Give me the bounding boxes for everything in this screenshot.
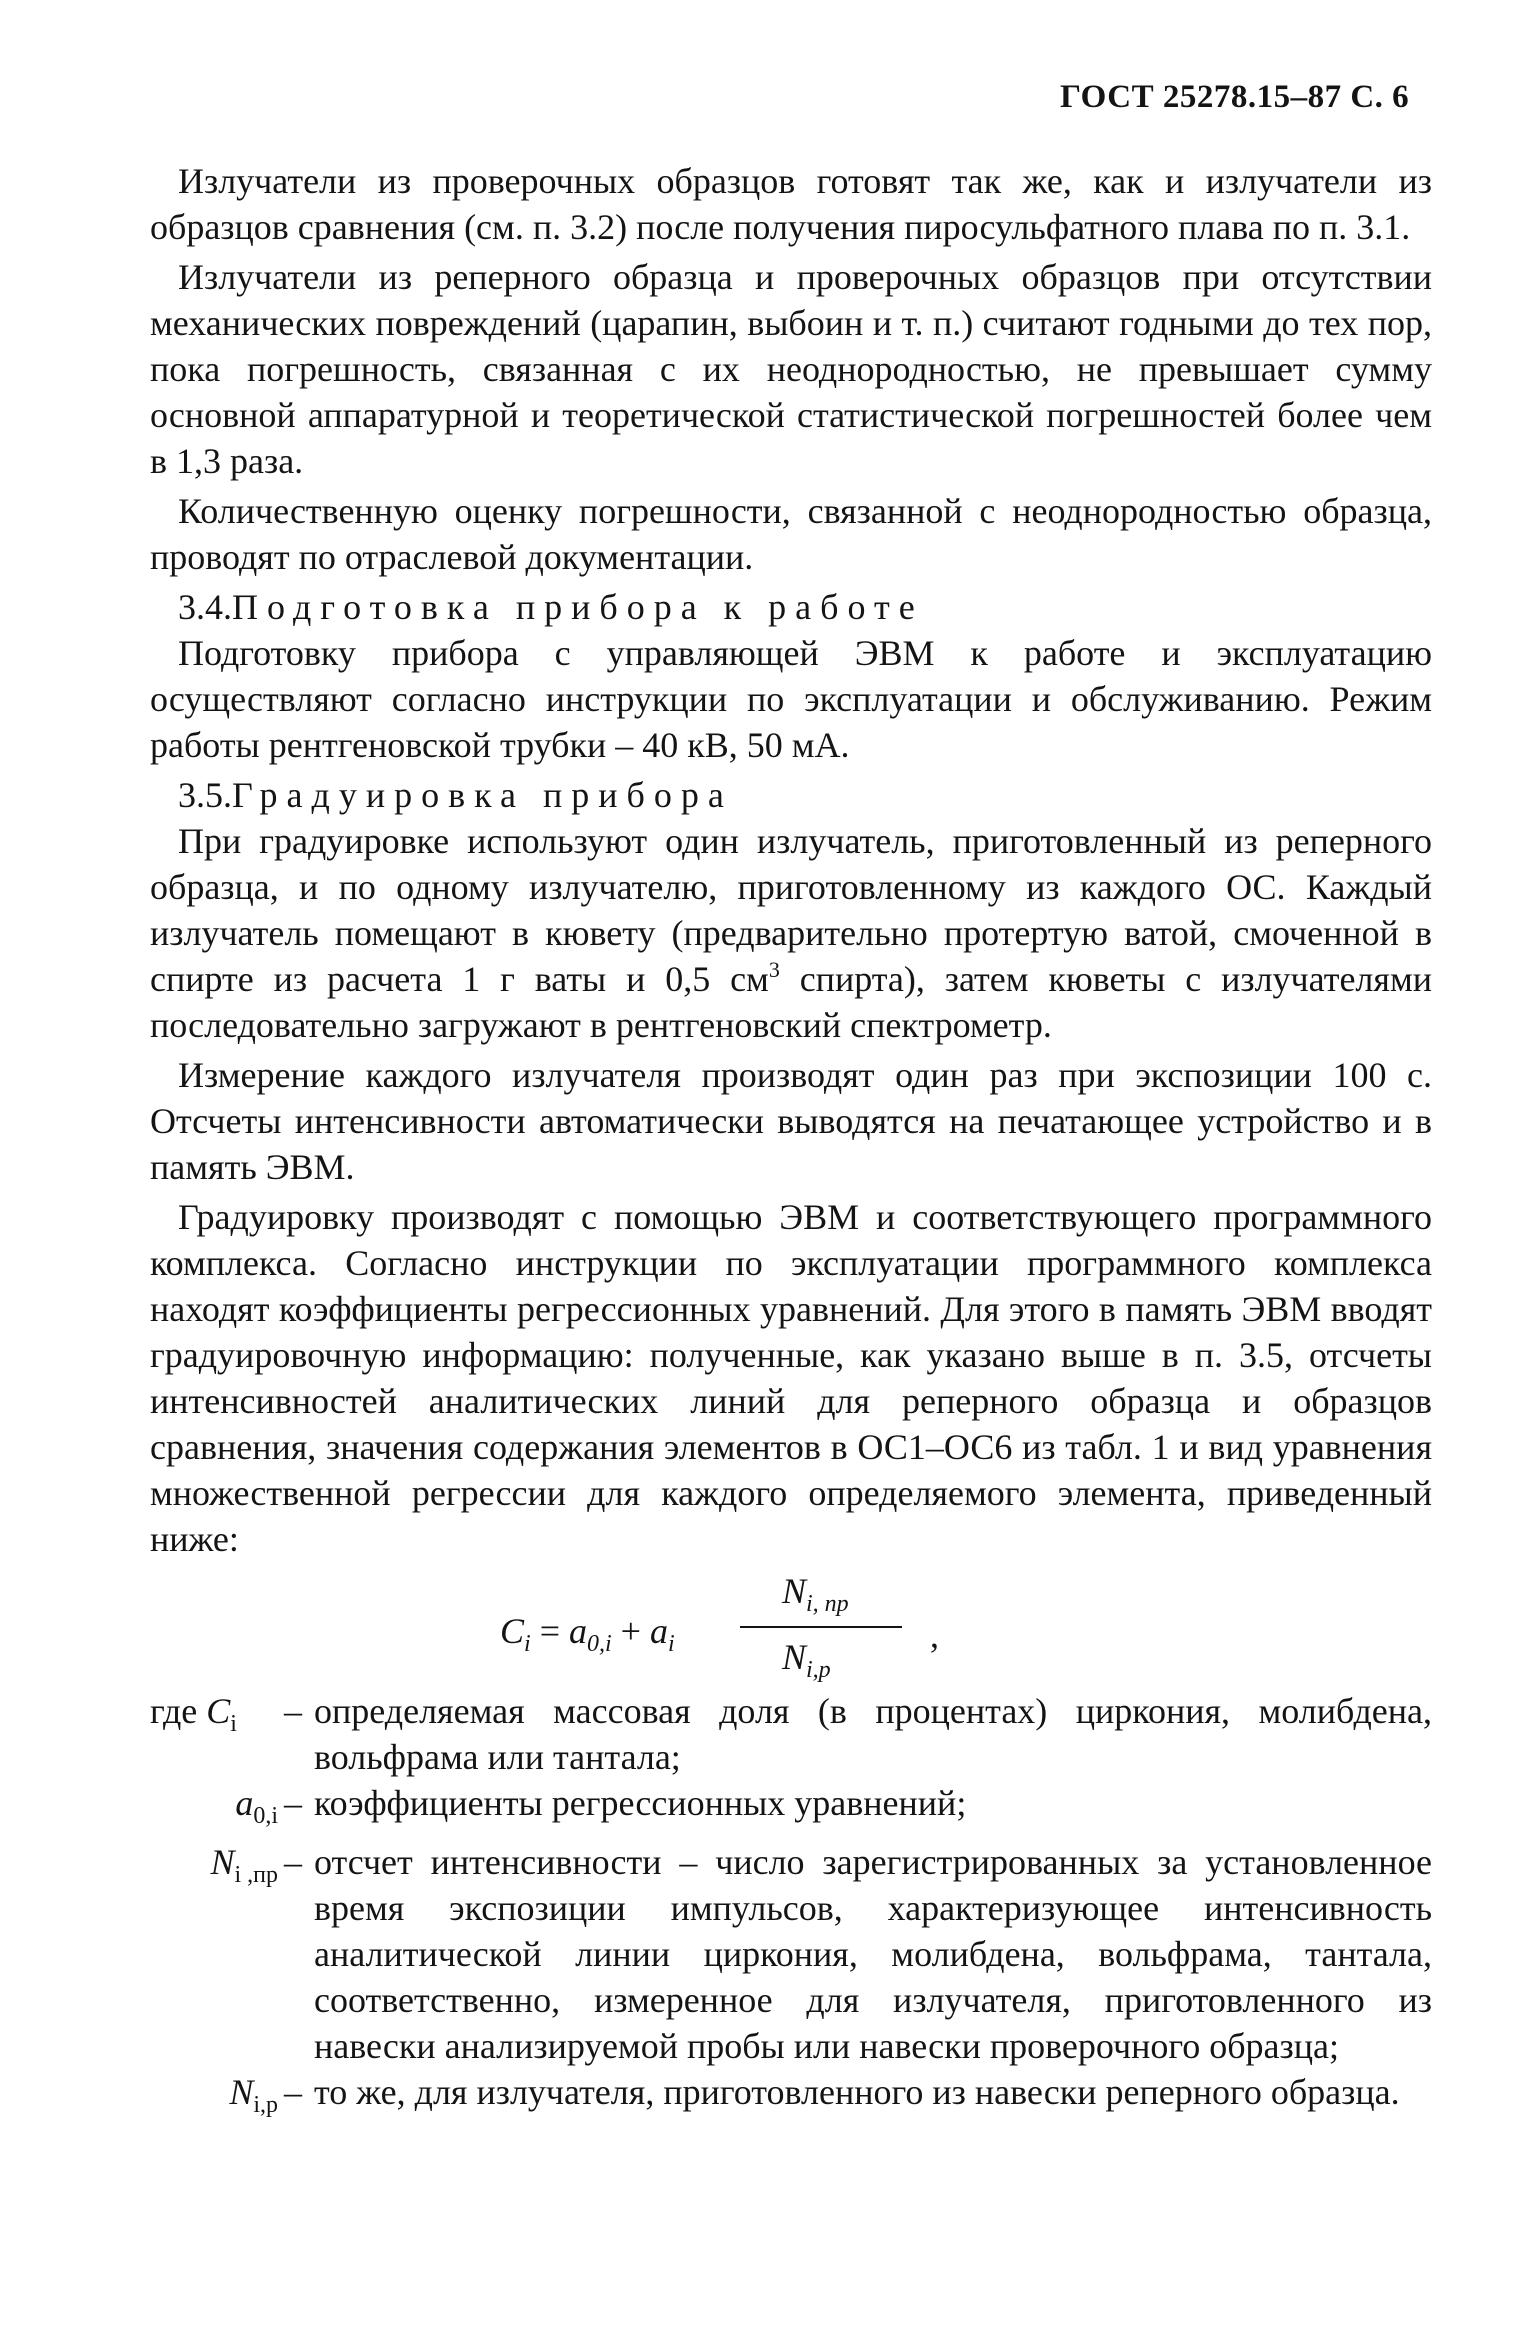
definition-symbol: где $C_i$ (150, 1691, 237, 1737)
section-heading-3-5 (150, 772, 1432, 818)
definitions-list (150, 1688, 1432, 2128)
definition-symbol: $N_{i ,пр}$ (210, 1842, 278, 1888)
document-body (150, 158, 1432, 2128)
definition-item (150, 1839, 1432, 2069)
formula-lhs: $C_i = a_{0,i} + a_i$ (500, 1611, 675, 1657)
regression-formula (150, 1568, 1432, 1686)
definition-text: то же, для излучателя, приготовленного из навески реперного образца. (314, 2072, 1400, 2112)
definition-text: коэффициенты регрессионных уравнений; (314, 1783, 967, 1823)
paragraph: Подготовку прибора с управляющей ЭВМ к работе и эксплуатацию осуществляют согласно инструкции по эксплуатации и обслуживанию. Режим работы рентгеновской трубки – 40 кВ, 50 мА. (150, 633, 1432, 765)
paragraph: Излучатели из реперного образца и проверочных образцов при отсутствии механических повреждений (царапин, выбоин и т. п.) считают годными до тех пор, пока погрешность, связанная с их неоднородностью, не превышает сумму основной аппаратурной и теоретической статистической погрешностей более чем в 1,3 раза. (150, 257, 1432, 481)
fraction-bar (740, 1626, 902, 1628)
paragraph (150, 818, 1432, 1048)
fraction-numerator: $N_{i, пр}$ (782, 1571, 849, 1617)
definition-item (150, 1688, 1432, 1780)
section-number: 3.4. (178, 587, 232, 627)
paragraph: Количественную оценку погрешности, связанной с неоднородностью образца, проводят по отраслевой документации. (150, 491, 1432, 577)
paragraph: Градуировку производят с помощью ЭВМ и соответствующего программного комплекса. Согласно инструкции по эксплуатации программного комплекса находят коэффициенты регрессионных уравнений. Для этого в память ЭВМ вводят градуировочную информацию: полученные, как указано выше в п. 3.5, отсчеты интенсивностей аналитических линий для реперного образца и образцов сравнения, значения содержания элементов в ОС1–ОС6 из табл. 1 и вид уравнения множественной регрессии для каждого определяемого элемента, приведенный ниже: (150, 1197, 1432, 1559)
definition-item (150, 2069, 1432, 2128)
definition-dash: – (284, 1842, 302, 1882)
definition-item (150, 1780, 1432, 1839)
fraction-denominator: $N_{i,р}$ (782, 1637, 831, 1683)
section-heading-3-4 (150, 584, 1432, 630)
page-header: ГОСТ 25278.15–87 С. 6 (1060, 79, 1410, 115)
section-title: Подготовка прибора к работе (232, 587, 924, 627)
superscript: 3 (768, 957, 780, 982)
section-number: 3.5. (178, 775, 232, 815)
definition-dash: – (284, 2072, 302, 2112)
paragraph: Излучатели из проверочных образцов готовят так же, как и излучатели из образцов сравнения (см. п. 3.2) после получения пиросульфатного плава по п. 3.1. (150, 161, 1432, 247)
formula-comma: , (930, 1615, 939, 1655)
paragraph: Измерение каждого излучателя производят один раз при экспозиции 100 с. Отсчеты интенсивности автоматически выводятся на печатающее устройство и в память ЭВМ. (150, 1055, 1432, 1187)
definition-symbol: $N_{i,р}$ (229, 2072, 278, 2118)
definition-text: отсчет интенсивности – число зарегистрированных за установленное время экспозиции импульсов, характеризующее интенсивность аналитической линии циркония, молибдена, вольфрама, тантала, соответственно, измеренное для излучателя, приготовленного из навески анализируемой пробы или навески проверочного образца; (314, 1842, 1432, 2066)
definition-text: определяемая массовая доля (в процентах) циркония, молибдена, вольфрама или тантала; (314, 1691, 1432, 1777)
definition-symbol: $a_{0,i}$ (235, 1783, 278, 1829)
section-title: Градуировка прибора (232, 775, 733, 815)
paragraph-text: спирта), затем кюветы с излучателями последовательно загружают в рентгеновский спектрометр. (150, 959, 1432, 1045)
paragraph-text: При градуировке используют один излучатель, приготовленный из реперного образца, и по одному излучателю, приготовленному из каждого ОС. Каждый излучатель помещают в кювету (предварительно протертую ватой, смоченной в спирте из расчета 1 г ваты и 0,5 см (150, 821, 1432, 999)
definition-dash: – (284, 1691, 302, 1731)
definition-dash: – (284, 1783, 302, 1823)
